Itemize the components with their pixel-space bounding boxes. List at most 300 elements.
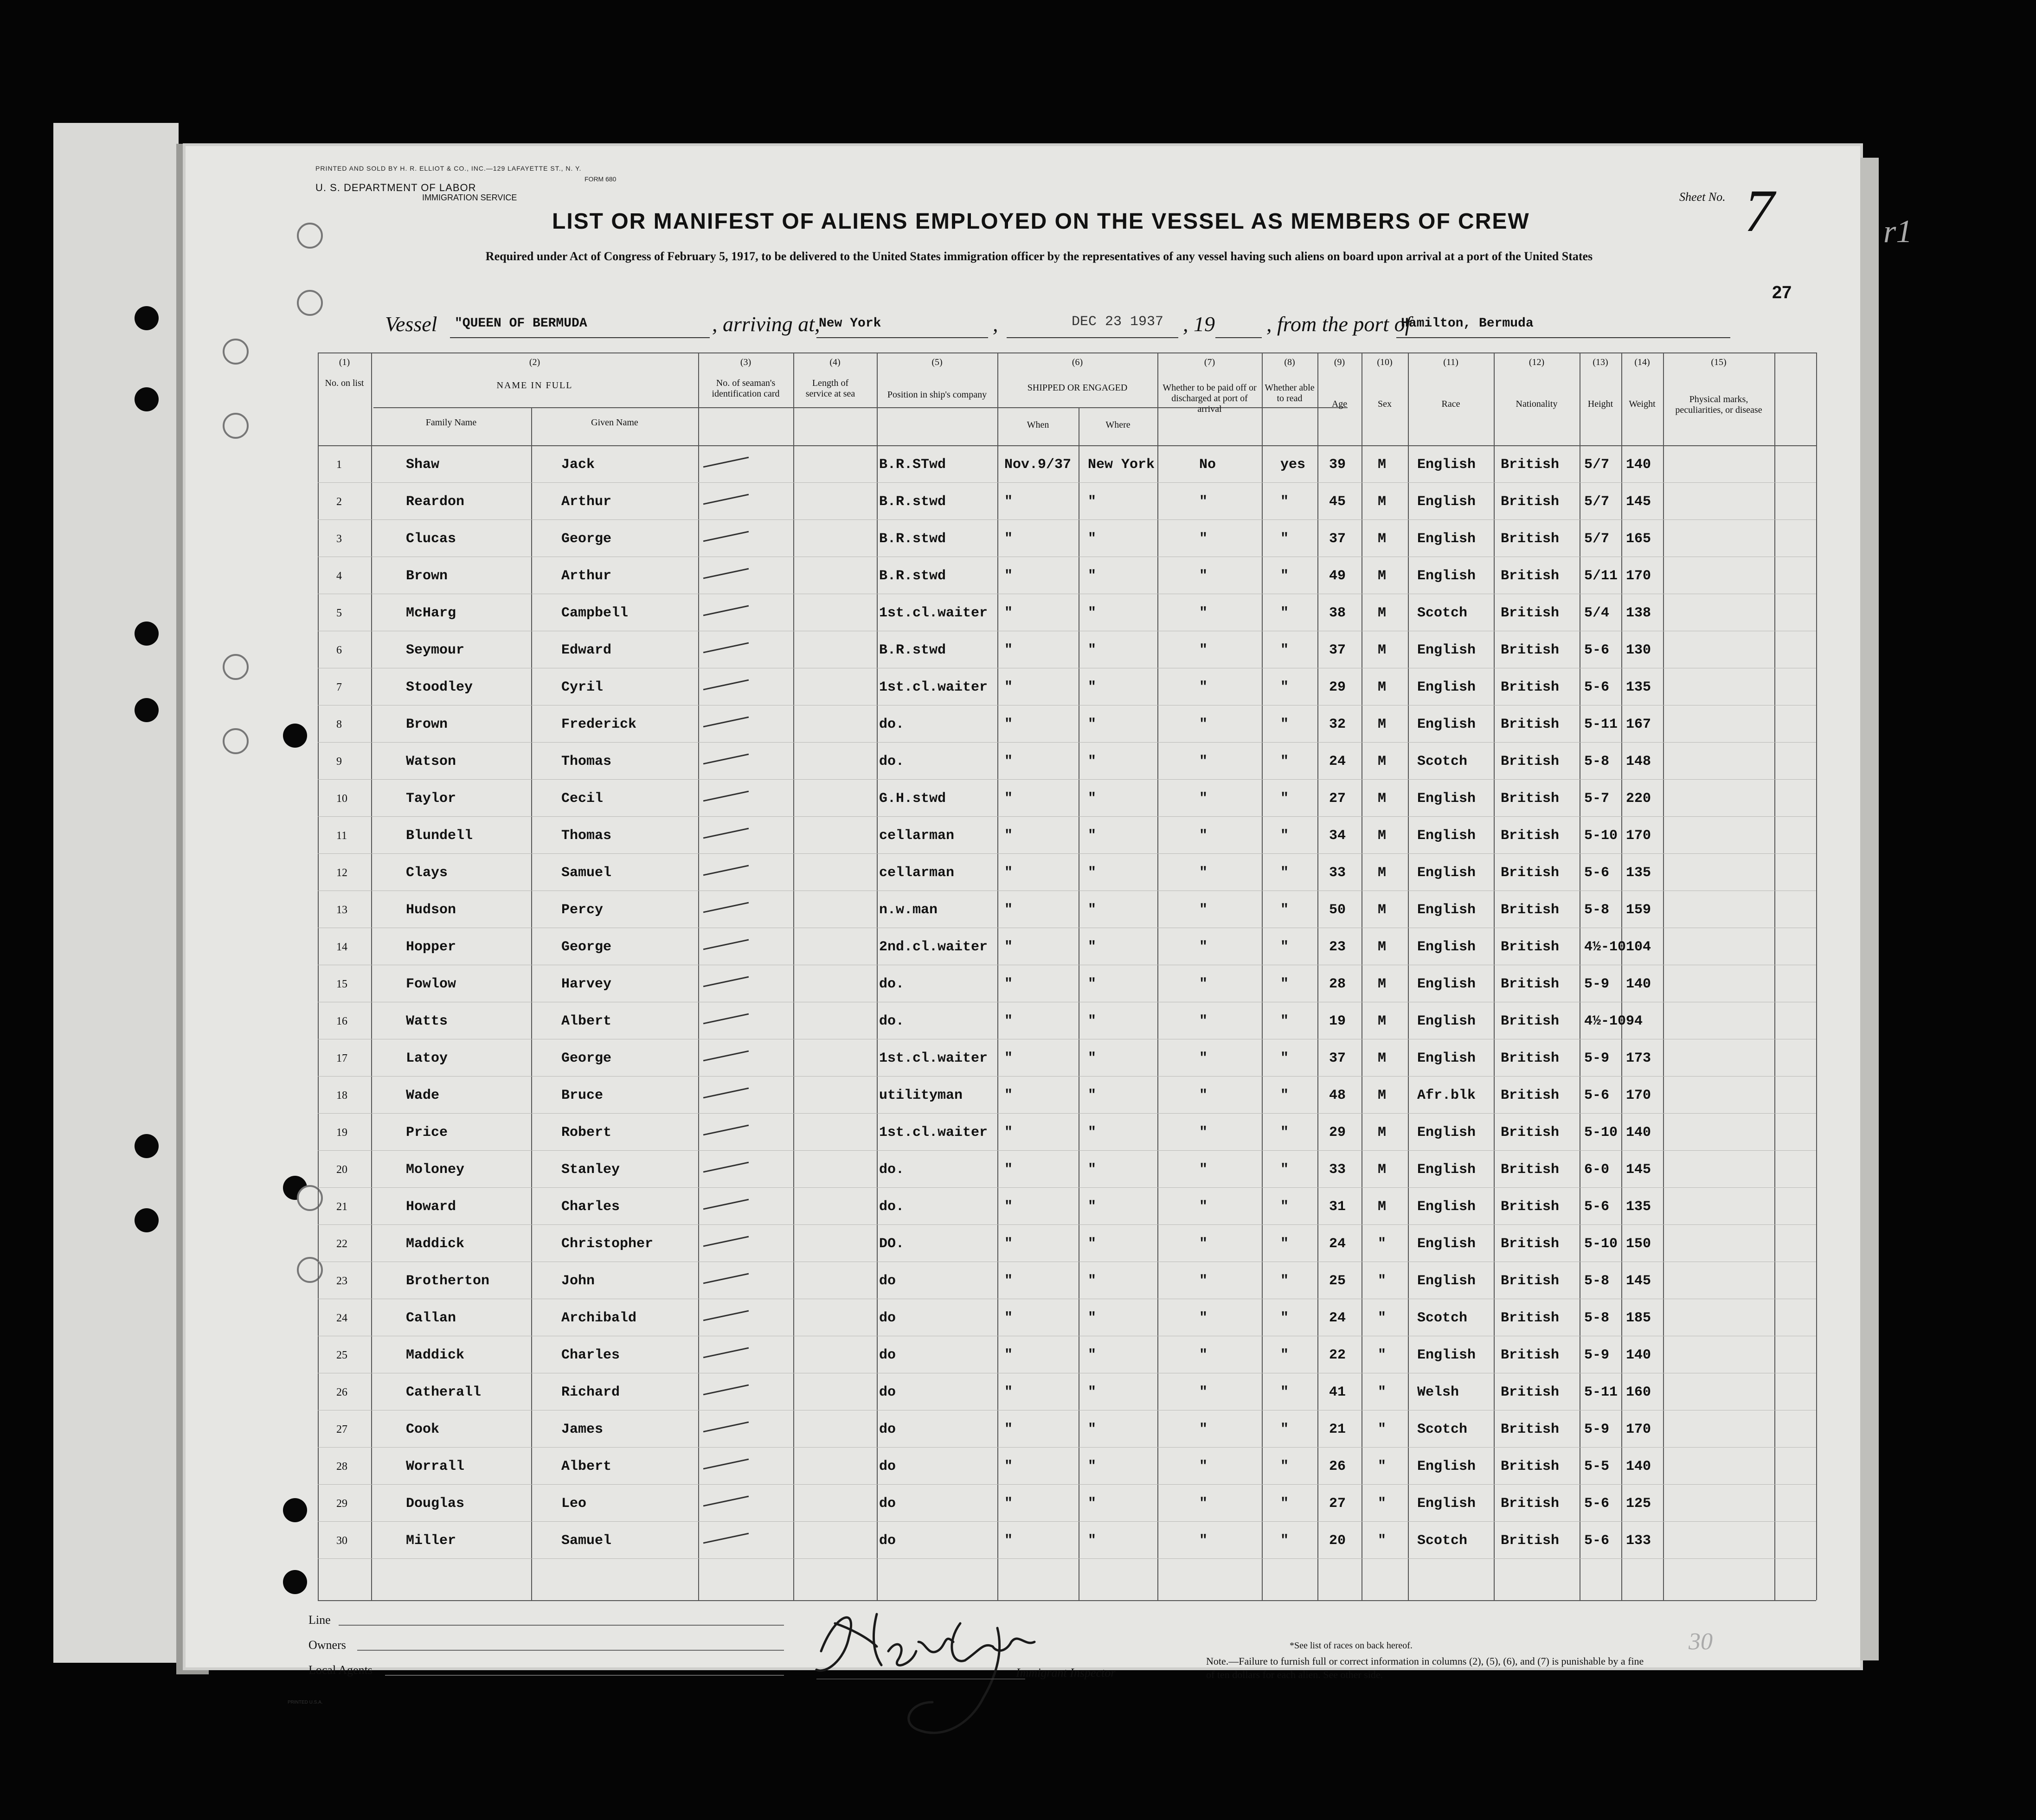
cell-race: English — [1417, 568, 1476, 584]
punch-hole — [135, 698, 159, 722]
cell-age: 24 — [1329, 1236, 1346, 1252]
cell-position: B.R.STwd — [879, 457, 946, 473]
cell-position: do. — [879, 976, 905, 992]
cell-age: 48 — [1329, 1088, 1346, 1103]
cell-sex: M — [1378, 1013, 1387, 1029]
cell-read: " — [1280, 1273, 1289, 1289]
id-card-dash — [703, 1236, 749, 1247]
backing-sheet — [53, 123, 179, 1663]
cell-nat: British — [1501, 1347, 1560, 1363]
cell-given: Arthur — [561, 568, 612, 584]
cell-family: Blundell — [406, 828, 473, 844]
cell-race: English — [1417, 642, 1476, 658]
cell-family: Hudson — [406, 902, 456, 918]
col-no-on-list: No. on list — [325, 378, 364, 388]
cell-position: 1st.cl.waiter — [879, 1125, 988, 1141]
cell-read: " — [1280, 902, 1289, 918]
cell-n: 5 — [336, 607, 342, 619]
cell-given: Arthur — [561, 494, 612, 510]
cell-position: do. — [879, 1199, 905, 1215]
cell-height: 5/7 — [1584, 531, 1610, 547]
cell-sex: " — [1378, 1310, 1387, 1326]
cell-paid: " — [1199, 717, 1208, 732]
cell-given: Cyril — [561, 679, 604, 695]
cell-sex: M — [1378, 791, 1387, 807]
cell-height: 5/4 — [1584, 605, 1610, 621]
cell-where: " — [1088, 1199, 1097, 1215]
punch-hole — [135, 1134, 159, 1158]
cell-race: Afr.blk — [1417, 1088, 1476, 1103]
cell-family: Brown — [406, 568, 448, 584]
cell-position: B.R.stwd — [879, 531, 946, 547]
cell-height: 5-6 — [1584, 1533, 1610, 1549]
cell-nat: British — [1501, 1162, 1560, 1178]
cell-race: English — [1417, 1162, 1476, 1178]
cell-given: Albert — [561, 1459, 612, 1474]
cell-weight: 159 — [1626, 902, 1651, 918]
cell-given: Frederick — [561, 717, 637, 732]
cell-family: Clucas — [406, 531, 456, 547]
arriving-label: , arriving at, — [712, 312, 820, 336]
cell-when: " — [1004, 828, 1013, 844]
cell-height: 5-9 — [1584, 1347, 1610, 1363]
cell-given: Bruce — [561, 1088, 604, 1103]
cell-age: 29 — [1329, 679, 1346, 695]
printer-credit: PRINTED AND SOLD BY H. R. ELLIOT & CO., INC.—129 LAFAYETTE ST., N. Y. — [315, 165, 582, 172]
cell-age: 19 — [1329, 1013, 1346, 1029]
cell-paid: " — [1199, 754, 1208, 769]
cell-height: 5-8 — [1584, 1310, 1610, 1326]
cell-sex: " — [1378, 1236, 1387, 1252]
cell-position: G.H.stwd — [879, 791, 946, 807]
cell-race: English — [1417, 791, 1476, 807]
cell-read: " — [1280, 1422, 1289, 1437]
from-label: , from the port of — [1266, 312, 1411, 336]
cell-height: 5-9 — [1584, 1422, 1610, 1437]
col-paid-off: Whether to be paid off or discharged at port of arrival — [1163, 383, 1257, 414]
cell-weight: 135 — [1626, 1199, 1651, 1215]
cell-read: " — [1280, 1125, 1289, 1141]
cell-n: 30 — [336, 1535, 347, 1547]
col-weight: Weight — [1629, 399, 1656, 409]
cell-weight: 135 — [1626, 679, 1651, 695]
cell-nat: British — [1501, 1459, 1560, 1474]
cell-where: " — [1088, 1310, 1097, 1326]
cell-paid: " — [1199, 1459, 1208, 1474]
cell-nat: British — [1501, 568, 1560, 584]
cell-position: DO. — [879, 1236, 905, 1252]
id-card-dash — [703, 531, 749, 542]
cell-n: 17 — [336, 1052, 347, 1064]
cell-where: " — [1088, 679, 1097, 695]
cell-sex: M — [1378, 605, 1387, 621]
from-port: Hamilton, Bermuda — [1401, 316, 1534, 331]
cell-paid: " — [1199, 494, 1208, 510]
cell-paid: " — [1199, 865, 1208, 881]
punch-hole — [135, 387, 159, 411]
id-card-dash — [703, 1273, 749, 1284]
cell-sex: M — [1378, 1199, 1387, 1215]
id-card-dash — [703, 642, 749, 654]
cell-race: English — [1417, 1496, 1476, 1512]
col-position: Position in ship's company — [887, 390, 987, 400]
cell-height: 5-11 — [1584, 717, 1618, 732]
cell-weight: 130 — [1626, 642, 1651, 658]
cell-when: " — [1004, 1199, 1013, 1215]
cell-paid: " — [1199, 1310, 1208, 1326]
cell-n: 6 — [336, 644, 342, 656]
cell-weight: 170 — [1626, 568, 1651, 584]
cell-family: Hopper — [406, 939, 456, 955]
cell-given: Jack — [561, 457, 595, 473]
cell-sex: " — [1378, 1273, 1387, 1289]
cell-read: " — [1280, 754, 1289, 769]
cell-height: 5-7 — [1584, 791, 1610, 807]
cell-paid: " — [1199, 902, 1208, 918]
cell-where: " — [1088, 1422, 1097, 1437]
cell-sex: M — [1378, 717, 1387, 732]
cell-age: 27 — [1329, 1496, 1346, 1512]
penalty-note: Note.—Failure to furnish full or correct information in columns (2), (5), (6), and (7) is punishable by a fine of ten dollars for each alien. See other side. — [1206, 1655, 1644, 1680]
cell-race: English — [1417, 1013, 1476, 1029]
col-height: Height — [1587, 399, 1613, 409]
cell-read: " — [1280, 1496, 1289, 1512]
cell-read: " — [1280, 1162, 1289, 1178]
cell-sex: " — [1378, 1533, 1387, 1549]
cell-nat: British — [1501, 1310, 1560, 1326]
cell-when: " — [1004, 1384, 1013, 1400]
cell-nat: British — [1501, 1199, 1560, 1215]
cell-paid: " — [1199, 976, 1208, 992]
cell-race: English — [1417, 1347, 1476, 1363]
cell-sex: M — [1378, 1125, 1387, 1141]
cell-age: 33 — [1329, 1162, 1346, 1178]
cell-read: " — [1280, 1236, 1289, 1252]
cell-family: Watson — [406, 754, 456, 769]
cell-given: Edward — [561, 642, 612, 658]
cell-race: Scotch — [1417, 754, 1468, 769]
cell-age: 21 — [1329, 1422, 1346, 1437]
comma: , — [993, 312, 998, 336]
cell-family: Moloney — [406, 1162, 465, 1178]
cell-nat: British — [1501, 1125, 1560, 1141]
cell-weight: 170 — [1626, 1422, 1651, 1437]
cell-age: 26 — [1329, 1459, 1346, 1474]
cell-where: " — [1088, 1162, 1097, 1178]
cell-age: 39 — [1329, 457, 1346, 473]
cell-where: " — [1088, 828, 1097, 844]
col-14-num: (14) — [1634, 357, 1650, 367]
cell-when: " — [1004, 791, 1013, 807]
id-card-dash — [703, 605, 749, 616]
cell-family: Taylor — [406, 791, 456, 807]
cell-family: Douglas — [406, 1496, 465, 1512]
cell-race: English — [1417, 939, 1476, 955]
cell-race: Scotch — [1417, 1310, 1468, 1326]
cell-sex: " — [1378, 1422, 1387, 1437]
cell-n: 7 — [336, 681, 342, 693]
cell-sex: M — [1378, 939, 1387, 955]
cell-position: do — [879, 1310, 896, 1326]
cell-n: 23 — [336, 1275, 347, 1287]
id-card-dash — [703, 754, 749, 765]
margin-mark: r1 — [1883, 214, 1913, 250]
cell-read: " — [1280, 642, 1289, 658]
cell-paid: No — [1199, 457, 1216, 473]
cell-when: Nov.9/37 — [1004, 457, 1072, 473]
cell-paid: " — [1199, 531, 1208, 547]
id-card-dash — [703, 457, 749, 468]
cell-race: English — [1417, 1051, 1476, 1066]
cell-weight: 145 — [1626, 1162, 1651, 1178]
col-age: Age — [1331, 399, 1348, 409]
cell-height: 4½-10 — [1584, 1013, 1626, 1029]
cell-given: Harvey — [561, 976, 612, 992]
cell-race: English — [1417, 717, 1476, 732]
col-4-num: (4) — [829, 357, 841, 367]
cell-paid: " — [1199, 939, 1208, 955]
cell-nat: British — [1501, 1013, 1560, 1029]
cell-where: New York — [1088, 457, 1155, 473]
punch-hole — [283, 1570, 307, 1594]
cell-sex: M — [1378, 865, 1387, 881]
id-card-dash — [703, 1051, 749, 1062]
col-race: Race — [1441, 399, 1460, 409]
cell-weight: 220 — [1626, 791, 1651, 807]
cell-weight: 133 — [1626, 1533, 1651, 1549]
cell-where: " — [1088, 976, 1097, 992]
cell-paid: " — [1199, 1384, 1208, 1400]
id-card-dash — [703, 939, 749, 950]
cell-paid: " — [1199, 791, 1208, 807]
cell-weight: 135 — [1626, 865, 1651, 881]
col-given-name: Given Name — [591, 417, 638, 428]
col-length-service: Length of service at sea — [805, 378, 855, 399]
cell-n: 2 — [336, 496, 342, 508]
cell-family: Shaw — [406, 457, 440, 473]
cell-race: Scotch — [1417, 605, 1468, 621]
cell-position: cellarman — [879, 828, 955, 844]
cell-where: " — [1088, 1125, 1097, 1141]
cell-family: Wade — [406, 1088, 440, 1103]
cell-n: 16 — [336, 1015, 347, 1027]
cell-race: English — [1417, 1236, 1476, 1252]
cell-height: 5-8 — [1584, 902, 1610, 918]
id-card-dash — [703, 1496, 749, 1507]
cell-n: 4 — [336, 570, 342, 582]
cell-sex: M — [1378, 642, 1387, 658]
cell-age: 37 — [1329, 531, 1346, 547]
binder-ring — [223, 413, 249, 439]
year-label: , 19 — [1183, 312, 1215, 336]
cell-where: " — [1088, 1384, 1097, 1400]
cell-age: 38 — [1329, 605, 1346, 621]
cell-when: " — [1004, 865, 1013, 881]
id-card-dash — [703, 865, 749, 876]
cell-age: 37 — [1329, 1051, 1346, 1066]
cell-family: Watts — [406, 1013, 448, 1029]
cell-where: " — [1088, 754, 1097, 769]
cell-family: Miller — [406, 1533, 456, 1549]
cell-paid: " — [1199, 1199, 1208, 1215]
cell-where: " — [1088, 1236, 1097, 1252]
cell-n: 20 — [336, 1164, 347, 1176]
cell-given: Percy — [561, 902, 604, 918]
cell-n: 25 — [336, 1349, 347, 1361]
cell-age: 25 — [1329, 1273, 1346, 1289]
cell-age: 49 — [1329, 568, 1346, 584]
cell-n: 15 — [336, 978, 347, 990]
col-6-num: (6) — [1072, 357, 1083, 367]
page-edge — [1860, 158, 1879, 1660]
cell-height: 5-6 — [1584, 1199, 1610, 1215]
cell-height: 5-6 — [1584, 679, 1610, 695]
cell-position: n.w.man — [879, 902, 938, 918]
cell-position: do — [879, 1347, 896, 1363]
id-card-dash — [703, 494, 749, 505]
vessel-name: "QUEEN OF BERMUDA — [455, 316, 587, 331]
cell-age: 20 — [1329, 1533, 1346, 1549]
cell-paid: " — [1199, 1273, 1208, 1289]
cell-when: " — [1004, 939, 1013, 955]
col-1-num: (1) — [339, 357, 350, 367]
cell-where: " — [1088, 568, 1097, 584]
cell-n: 21 — [336, 1201, 347, 1213]
cell-race: Welsh — [1417, 1384, 1459, 1400]
cell-when: " — [1004, 642, 1013, 658]
cell-age: 50 — [1329, 902, 1346, 918]
cell-height: 4½-10 — [1584, 939, 1626, 955]
cell-race: Scotch — [1417, 1533, 1468, 1549]
cell-sex: M — [1378, 679, 1387, 695]
punch-hole — [135, 306, 159, 330]
cell-position: do — [879, 1459, 896, 1474]
cell-nat: British — [1501, 1496, 1560, 1512]
cell-paid: " — [1199, 1162, 1208, 1178]
cell-where: " — [1088, 605, 1097, 621]
id-card-dash — [703, 902, 749, 913]
cell-n: 9 — [336, 756, 342, 768]
cell-sex: M — [1378, 494, 1387, 510]
cell-age: 29 — [1329, 1125, 1346, 1141]
id-card-dash — [703, 1199, 749, 1210]
cell-position: do — [879, 1384, 896, 1400]
cell-where: " — [1088, 1347, 1097, 1363]
cell-when: " — [1004, 754, 1013, 769]
immigrant-inspector-label: Immigrant Inspector — [1016, 1666, 1116, 1679]
cell-family: Reardon — [406, 494, 465, 510]
cell-when: " — [1004, 568, 1013, 584]
id-card-dash — [703, 976, 749, 987]
cell-position: do. — [879, 754, 905, 769]
cell-weight: 170 — [1626, 1088, 1651, 1103]
cell-paid: " — [1199, 1013, 1208, 1029]
id-card-dash — [703, 717, 749, 728]
cell-when: " — [1004, 1051, 1013, 1066]
cell-family: Maddick — [406, 1236, 465, 1252]
cell-nat: British — [1501, 679, 1560, 695]
binder-ring — [297, 290, 323, 316]
cell-read: " — [1280, 939, 1289, 955]
page-number: 27 — [1772, 283, 1792, 302]
id-card-dash — [703, 828, 749, 839]
cell-n: 8 — [336, 718, 342, 731]
id-card-dash — [703, 1088, 749, 1099]
crew-manifest-table — [318, 352, 1816, 1600]
cell-height: 5-9 — [1584, 1051, 1610, 1066]
local-agents-label: Local Agents — [308, 1663, 373, 1677]
cell-n: 19 — [336, 1127, 347, 1139]
cell-position: cellarman — [879, 865, 955, 881]
cell-where: " — [1088, 494, 1097, 510]
col-sex: Sex — [1378, 399, 1392, 409]
col-seaman-card: No. of seaman's identification card — [712, 378, 780, 399]
owners-label: Owners — [308, 1638, 346, 1652]
cell-weight: 150 — [1626, 1236, 1651, 1252]
col-nationality: Nationality — [1516, 399, 1558, 409]
cell-paid: " — [1199, 1496, 1208, 1512]
punch-hole — [283, 1498, 307, 1522]
date-stamp: DEC 23 1937 — [1072, 314, 1164, 330]
cell-weight: 94 — [1626, 1013, 1643, 1029]
col-able-read: Whether able to read — [1265, 383, 1315, 404]
department-name: U. S. DEPARTMENT OF LABOR — [315, 182, 476, 193]
cell-read: " — [1280, 1013, 1289, 1029]
cell-weight: 140 — [1626, 1347, 1651, 1363]
cell-n: 18 — [336, 1089, 347, 1102]
cell-n: 1 — [336, 459, 342, 471]
cell-position: utilityman — [879, 1088, 963, 1103]
cell-weight: 148 — [1626, 754, 1651, 769]
cell-read: " — [1280, 1533, 1289, 1549]
cell-read: " — [1280, 828, 1289, 844]
cell-race: English — [1417, 976, 1476, 992]
cell-position: do — [879, 1533, 896, 1549]
cell-height: 5/11 — [1584, 568, 1618, 584]
col-name-in-full: NAME IN FULL — [496, 380, 573, 391]
cell-paid: " — [1199, 605, 1208, 621]
cell-family: Stoodley — [406, 679, 473, 695]
col-9-num: (9) — [1334, 357, 1345, 367]
cell-given: Stanley — [561, 1162, 620, 1178]
cell-n: 29 — [336, 1498, 347, 1510]
cell-when: " — [1004, 1125, 1013, 1141]
cell-weight: 104 — [1626, 939, 1651, 955]
cell-where: " — [1088, 1459, 1097, 1474]
cell-where: " — [1088, 939, 1097, 955]
cell-nat: British — [1501, 1273, 1560, 1289]
service-name: IMMIGRATION SERVICE — [422, 193, 517, 202]
col-physical-marks: Physical marks, peculiarities, or disease — [1675, 394, 1762, 415]
cell-when: " — [1004, 1533, 1013, 1549]
col-when: When — [1027, 420, 1049, 430]
col-7-num: (7) — [1204, 357, 1215, 367]
races-note: *See list of races on back hereof. — [1290, 1641, 1413, 1651]
cell-family: Price — [406, 1125, 448, 1141]
cell-age: 37 — [1329, 642, 1346, 658]
cell-when: " — [1004, 1162, 1013, 1178]
cell-given: Samuel — [561, 1533, 612, 1549]
cell-given: Samuel — [561, 865, 612, 881]
cell-weight: 145 — [1626, 494, 1651, 510]
cell-family: Brown — [406, 717, 448, 732]
cell-when: " — [1004, 1347, 1013, 1363]
cell-height: 5-8 — [1584, 1273, 1610, 1289]
cell-position: B.R.stwd — [879, 494, 946, 510]
cell-family: Latoy — [406, 1051, 448, 1066]
cell-position: 1st.cl.waiter — [879, 1051, 988, 1066]
cell-when: " — [1004, 1088, 1013, 1103]
